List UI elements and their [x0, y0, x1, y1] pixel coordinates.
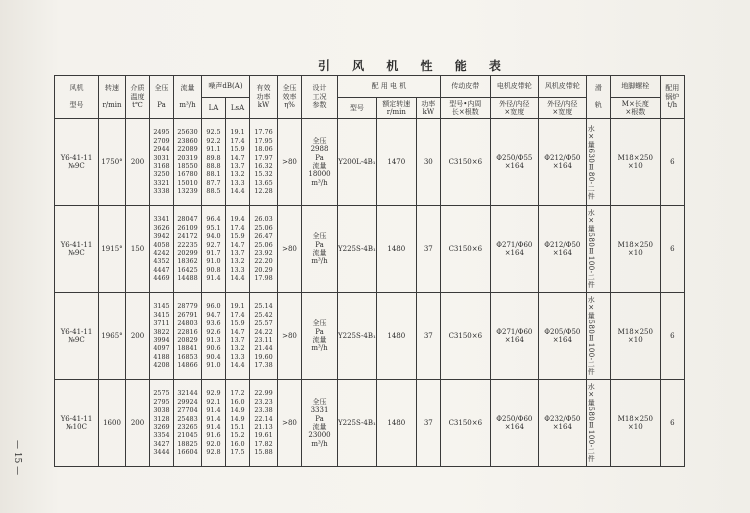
- rail-cell: 水×量580Ⅱ100-二件: [586, 293, 610, 380]
- motor-pulley-cell: Φ250/Φ60 ×164: [490, 380, 538, 467]
- efficiency-cell: >80: [278, 119, 302, 206]
- la-cell: 92.5 92.2 91.1 89.8 88.8 88.1 87.7 88.5: [202, 119, 226, 206]
- motor-model-cell: Y225S-4B₁: [338, 380, 377, 467]
- page-title: 引 风 机 性 能 表: [318, 59, 510, 73]
- temp-cell: 200: [126, 119, 150, 206]
- table-row: [55, 119, 685, 206]
- motor-speed-cell: 1480: [376, 206, 416, 293]
- motor-pulley-cell: Φ271/Φ60 ×164: [490, 293, 538, 380]
- fan-model-cell: Y6-41-11 №9C: [55, 293, 99, 380]
- temp-cell: 150: [126, 206, 150, 293]
- header-motor-power: 功率 kW: [416, 98, 440, 119]
- efficiency-cell: >80: [278, 380, 302, 467]
- header-medium: 介质 温度 t℃: [126, 76, 150, 119]
- header-flow: 流量 m³/h: [174, 76, 202, 119]
- design-cell: 全压 2988 Pa 流量 18000 m³/h: [302, 119, 338, 206]
- la-cell: 96.0 94.7 93.6 92.6 91.3 90.6 90.4 91.0: [202, 293, 226, 380]
- table-row: [55, 206, 685, 293]
- fan-model-cell: Y6-41-11 №9C: [55, 206, 99, 293]
- belt-cell: C3150×6: [440, 206, 490, 293]
- header-speed: 转速 r/min: [99, 76, 126, 119]
- motor-power-cell: 30: [416, 119, 440, 206]
- anchor-cell: M18×250 ×10: [610, 380, 660, 467]
- header-anchor: 地脚螺栓: [610, 76, 660, 98]
- pressure-cell: 3341 3626 3942 4058 4242 4352 4447 4469: [150, 206, 174, 293]
- fan-pulley-cell: Φ212/Φ50 ×164: [538, 206, 586, 293]
- motor-model-cell: Y225S-4B₁: [338, 293, 377, 380]
- header-noise: 噪声dB(A): [202, 76, 250, 98]
- la-cell: 96.4 95.1 94.0 92.7 91.7 91.0 90.8 91.4: [202, 206, 226, 293]
- header-efficiency: 全压 效率 η%: [278, 76, 302, 119]
- motor-power-cell: 37: [416, 380, 440, 467]
- fan-model-cell: Y6-41-11 №9C: [55, 119, 99, 206]
- efficiency-cell: >80: [278, 293, 302, 380]
- lsa-cell: 17.2 16.0 14.9 14.9 15.1 15.2 16.0 17.5: [226, 380, 250, 467]
- la-cell: 92.9 92.1 91.4 91.4 91.4 91.6 92.0 92.8: [202, 380, 226, 467]
- lsa-cell: 19.1 17.4 15.9 14.7 13.7 13.2 13.3 14.4: [226, 293, 250, 380]
- rail-cell: 水×量580Ⅱ100-二件: [586, 206, 610, 293]
- efficiency-cell: >80: [278, 206, 302, 293]
- fan-pulley-cell: Φ212/Φ50 ×164: [538, 119, 586, 206]
- fan-model-cell: Y6-41-11 №10C: [55, 380, 99, 467]
- header-noise-la: LA: [202, 98, 226, 119]
- flow-cell: 32144 29924 27704 25483 23265 21045 18825 16604: [174, 380, 202, 467]
- boiler-cell: 6: [660, 119, 684, 206]
- design-cell: 全压 Pa 流量 m³/h: [302, 293, 338, 380]
- temp-cell: 200: [126, 293, 150, 380]
- pressure-cell: 2575 2795 3038 3128 3269 3354 3427 3444: [150, 380, 174, 467]
- table-row: [55, 380, 685, 467]
- fan-pulley-cell: Φ232/Φ50 ×164: [538, 380, 586, 467]
- anchor-cell: M18×250 ×10: [610, 206, 660, 293]
- pressure-cell: 3145 3415 3711 3822 3994 4097 4188 4208: [150, 293, 174, 380]
- power-cell: 25.14 25.42 25.57 24.22 23.11 21.44 19.60 17.38: [250, 293, 278, 380]
- motor-power-cell: 37: [416, 206, 440, 293]
- header-belt: 传动皮带: [440, 76, 490, 98]
- speed-cell: 1600: [99, 380, 126, 467]
- header-design: 设计 工况 参数: [302, 76, 338, 119]
- motor-model-cell: Y200L-4B₁: [338, 119, 377, 206]
- power-cell: 22.99 23.23 23.38 22.14 21.13 19.61 17.82 15.88: [250, 380, 278, 467]
- motor-pulley-cell: Φ271/Φ60 ×164: [490, 206, 538, 293]
- motor-speed-cell: 1480: [376, 293, 416, 380]
- header-motor-pulley-sub: 外径/内径 ×宽度: [490, 98, 538, 119]
- belt-cell: C3150×6: [440, 380, 490, 467]
- speed-cell: 1750°: [99, 119, 126, 206]
- fan-performance-table: [54, 75, 685, 467]
- anchor-cell: M18×250 ×10: [610, 293, 660, 380]
- motor-speed-cell: 1480: [376, 380, 416, 467]
- lsa-cell: 19.4 17.4 15.9 14.7 13.7 13.2 13.3 14.4: [226, 206, 250, 293]
- header-motor-model: 型号: [338, 98, 377, 119]
- boiler-cell: 6: [660, 206, 684, 293]
- header-belt-sub: 型号•内周 长×根数: [440, 98, 490, 119]
- power-cell: 17.76 17.95 18.06 17.97 16.32 15.32 13.65 12.28: [250, 119, 278, 206]
- boiler-cell: 6: [660, 293, 684, 380]
- fan-pulley-cell: Φ205/Φ50 ×164: [538, 293, 586, 380]
- header-fan-pulley-sub: 外径/内径 ×宽度: [538, 98, 586, 119]
- header-fan-model: 风机 型号: [55, 76, 99, 119]
- motor-model-cell: Y225S-4B₁: [338, 206, 377, 293]
- flow-cell: 28047 26109 24172 22235 20299 18362 16425 14488: [174, 206, 202, 293]
- header-pressure: 全压 Pa: [150, 76, 174, 119]
- page-number: — 15 —: [12, 440, 22, 476]
- pressure-cell: 2495 2709 2944 3031 3168 3250 3321 3338: [150, 119, 174, 206]
- belt-cell: C3150×6: [440, 119, 490, 206]
- header-motor-pulley: 电机皮带轮: [490, 76, 538, 98]
- flow-cell: 25630 23860 22089 20319 18550 16780 15010 13239: [174, 119, 202, 206]
- speed-cell: 1965°: [99, 293, 126, 380]
- header-fan-pulley: 风机皮带轮: [538, 76, 586, 98]
- rail-cell: 水×量630Ⅱ80-二件: [586, 119, 610, 206]
- flow-cell: 28779 26791 24803 22816 20829 18841 16853 14866: [174, 293, 202, 380]
- table-row: [55, 293, 685, 380]
- header-anchor-sub: M×长度 ×根数: [610, 98, 660, 119]
- header-rail: 滑 轨: [586, 76, 610, 119]
- temp-cell: 200: [126, 380, 150, 467]
- rail-cell: 水×量580Ⅱ100-二件: [586, 380, 610, 467]
- lsa-cell: 19.1 17.4 15.9 14.7 13.7 13.2 13.3 14.4: [226, 119, 250, 206]
- design-cell: 全压 Pa 流量 m³/h: [302, 206, 338, 293]
- header-motor-speed: 额定转速 r/min: [376, 98, 416, 119]
- anchor-cell: M18×250 ×10: [610, 119, 660, 206]
- speed-cell: 1915°: [99, 206, 126, 293]
- header-power: 有效 功率 kW: [250, 76, 278, 119]
- belt-cell: C3150×6: [440, 293, 490, 380]
- power-cell: 26.03 25.06 26.47 25.06 23.92 22.20 20.29 17.98: [250, 206, 278, 293]
- header-noise-lsa: LsA: [226, 98, 250, 119]
- motor-power-cell: 37: [416, 293, 440, 380]
- header-boiler: 配用 锅炉 t/h: [660, 76, 684, 119]
- motor-speed-cell: 1470: [376, 119, 416, 206]
- design-cell: 全压 3331 Pa 流量 23000 m³/h: [302, 380, 338, 467]
- motor-pulley-cell: Φ250/Φ55 ×164: [490, 119, 538, 206]
- boiler-cell: 6: [660, 380, 684, 467]
- header-motor: 配 用 电 机: [338, 76, 441, 98]
